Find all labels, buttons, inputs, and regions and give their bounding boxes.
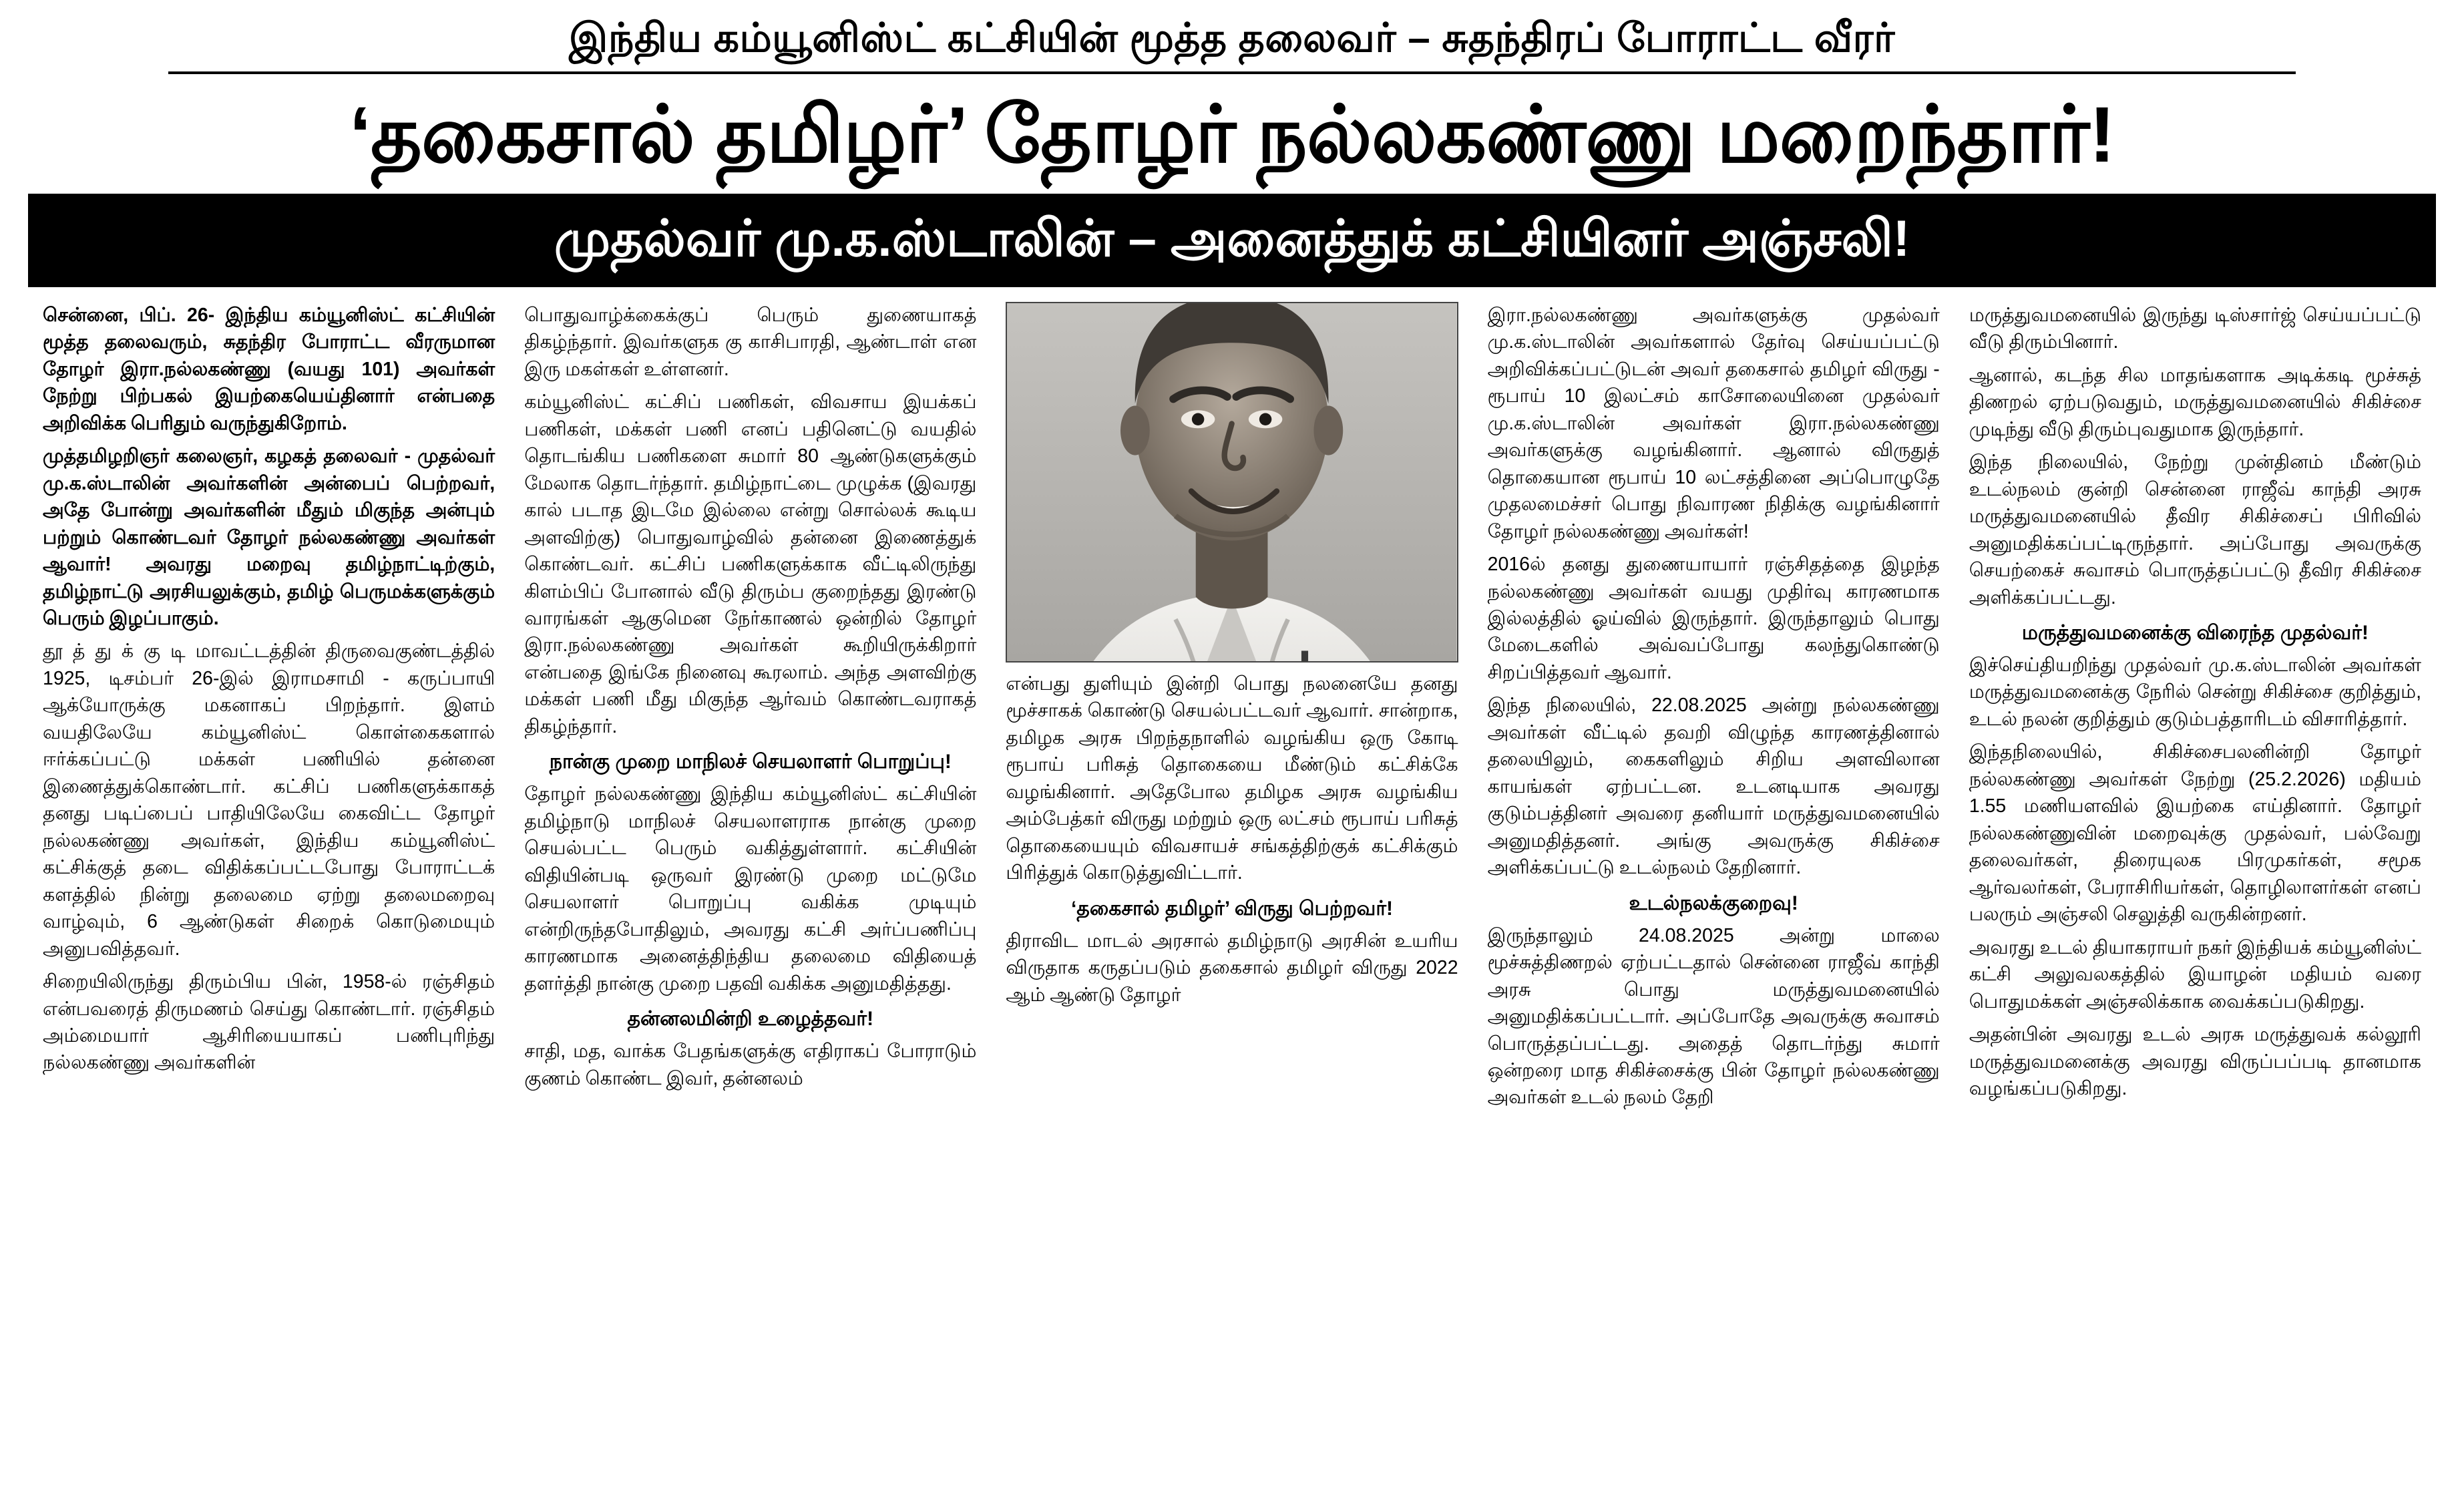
dateline-paragraph: சென்னை, பிப். 26- இந்திய கம்யூனிஸ்ட் கட்சியின் மூத்த தலைவரும், சுதந்திர போராட்ட வீரருமான தோழர் இரா.நல்லகண்ணு (வயது 101) அவர்கள் நேற்று பிற்பகல் இயற்கையெய்தினார் என்பதை அறிவிக்க பெரிதும் வருந்துகிறோம். xyxy=(43,304,495,434)
column-1 xyxy=(28,302,509,1083)
body-paragraph: கம்யூனிஸ்ட் கட்சிப் பணிகள், விவசாய இயக்கப் பணிகள், மக்கள் பணி எனப் பதினெட்டு வயதில் தொடங்கிய பணிகளை சுமார் 80 ஆண்டுகளுக்கும் மேலாக தொடர்ந்தார். தமிழ்நாட்டை முழுக்க (இவரது கால் படாத இடமே இல்லை என்று சொல்லக் கூடிய அளவிற்கு) பொதுவாழ்வில் தன்னை இணைத்துக் கொண்டவர். கட்சிப் பணிகளுக்காக வீட்டிலிருந்து கிளம்பிப் போனால் வீடு திரும்ப குறைந்தது இரண்டு வாரங்கள் ஆகுமென நேர்காணல் ஒன்றில் தோழர் இரா.நல்லகண்ணு அவர்கள் கூறியிருக்கிறார் என்பதை இங்கே நினைவு கூரலாம். அந்த அளவிற்கு மக்கள் பணி மீது மிகுந்த ஆர்வம் கொண்டவராகத் திகழ்ந்தார். xyxy=(524,391,977,737)
page-headline: ‘தகைசால் தமிழர்’ தோழர் நல்லகண்ணு மறைந்தார்! xyxy=(349,91,2115,179)
body-paragraph: சாதி, மத, வாக்க பேதங்களுக்கு எதிராகப் போராடும் குணம் கொண்ட இவர், தன்னலம் xyxy=(524,1041,977,1089)
body-paragraph: திராவிட மாடல் அரசால் தமிழ்நாடு அரசின் உயரிய விருதாக கருதப்படும் தகைசால் தமிழர் விருது 2022 ஆம் ஆண்டு தோழர் xyxy=(1006,930,1458,1006)
body-paragraph: அவரது உடல் தியாகராயர் நகர் இந்தியக் கம்யூனிஸ்ட் கட்சி அலுவலகத்தில் இயாழன் மதியம் வரை பொதுமக்கள் அஞ்சலிக்காக வைக்கப்படுகிறது. xyxy=(1969,936,2422,1012)
portrait-illustration xyxy=(1007,303,1456,661)
lead-paragraph: முத்தமிழறிஞர் கலைஞர், கழகத் தலைவர் - முதல்வர் மு.க.ஸ்டாலின் அவர்களின் அன்பைப் பெற்றவர், அதே போன்று அவர்களின் மீதும் மிகுந்த அன்பும் பற்றும் கொண்டவர் தோழர் நல்லகண்ணு அவர்கள் ஆவார்! அவரது மறைவு தமிழ்நாட்டிற்கும், தமிழ்நாட்டு அரசியலுக்கும், தமிழ் பெருமக்களுக்கும் பெரும் இழப்பாகும். xyxy=(43,445,495,629)
column-2 xyxy=(509,302,991,1098)
body-paragraph: பொதுவாழ்க்கைக்குப் பெரும் துணையாகத் திகழ்ந்தார். இவர்களுக கு காசிபாரதி, ஆண்டாள் என இரு மகள்கள் உள்ளனர். xyxy=(524,304,977,380)
body-paragraph: 2016ல் தனது துணையாயார் ரஞ்சிதத்தை இழந்த நல்லகண்ணு அவர்கள் வயது முதிர்வு காரணமாக இல்லத்தில் ஓய்வில் இருந்தார். இருந்தாலும் பொது மேடைகளில் அவ்வப்போது கலந்துகொண்டு சிறப்பித்தவர் ஆவார். xyxy=(1487,554,1940,683)
body-paragraph: என்பது துளியும் இன்றி பொது நலனையே தனது மூச்சாகக் கொண்டு செயல்பட்டவர் ஆவார். சான்றாக, தமிழக அரசு பிறந்தநாளில் வழங்கிய ஒரு கோடி ரூபாய் பரிசுத் தொகையை மீண்டும் கட்சிக்கே வழங்கினார். அதேபோல தமிழக அரசு வழங்கிய அம்பேத்கர் விருது மற்றும் ஒரு லட்சம் ரூபாய் பரிசுத் தொகையையும் விவசாயச் சங்கத்திற்குக் கட்சிக்கும் பிரித்துக் கொடுத்துவிட்டார். xyxy=(1006,673,1458,884)
body-paragraph: தோழர் நல்லகண்ணு இந்திய கம்யூனிஸ்ட் கட்சியின் தமிழ்நாடு மாநிலச் செயலாளராக நான்கு முறை செயல்பட்ட பெரும் வகித்துள்ளார். கட்சியின் விதியின்படி ஒருவர் இரண்டு முறை மட்டுமே செயலாளர் பொறுப்பு வகிக்க முடியும் என்றிருந்தபோதிலும், அவரது கட்சி அர்ப்பணிப்பு காரணமாக அனைத்திந்திய தலைமை விதியைத் தளர்த்தி நான்கு முறை பதவி வகிக்க அனுமதித்தது. xyxy=(524,783,977,994)
section-subhead: நான்கு முறை மாநிலச் செயலாளர் பொறுப்பு! xyxy=(549,751,952,773)
section-subhead: தன்னலமின்றி உழைத்தவர்! xyxy=(627,1008,874,1030)
kicker-line: இந்திய கம்யூனிஸ்ட் கட்சியின் மூத்த தலைவர் – சுதந்திரப் போராட்ட வீரர் xyxy=(168,12,2296,74)
article-columns xyxy=(28,302,2436,1289)
portrait-photo xyxy=(1006,302,1458,663)
section-subhead: மருத்துவமனைக்கு விரைந்த முதல்வர்! xyxy=(2021,621,2369,644)
body-paragraph: ஆனால், கடந்த சில மாதங்களாக அடிக்கடி மூச்சுத் திணறல் ஏற்படுவதும், மருத்துவமனையில் சிகிச்சை முடிந்து வீடு திரும்புவதுமாக இருந்தார். xyxy=(1969,364,2422,440)
column-3 xyxy=(991,302,1472,1014)
body-paragraph: இச்செய்தியறிந்து முதல்வர் மு.க.ஸ்டாலின் அவர்கள் மருத்துவமனைக்கு நேரில் சென்று சிகிச்சை குறித்தும், உடல் நலன் குறித்தும் குடும்பத்தாரிடம் விசாரித்தார். xyxy=(1969,654,2422,730)
section-subhead: உடல்நலக்குறைவு! xyxy=(1629,892,1798,914)
column-4 xyxy=(1473,302,1955,1117)
body-paragraph: அதன்பின் அவரது உடல் அரசு மருத்துவக் கல்லூரி மருத்துவமனைக்கு அவரது விருப்பப்படி தானமாக வழங்கப்படுகிறது. xyxy=(1969,1024,2422,1100)
body-paragraph: இரா.நல்லகண்ணு அவர்களுக்கு முதல்வர் மு.க.ஸ்டாலின் அவர்களால் தேர்வு செய்யப்பட்டு அறிவிக்கப்பட்டுடன் அவர் தகைசால் தமிழர் விருது - ரூபாய் 10 இலட்சம் காசோலையினை முதல்வர் மு.க.ஸ்டாலின் அவர்கள் இரா.நல்லகண்ணு அவர்களுக்கு வழங்கினார். ஆனால் விருதுத் தொகையான ரூபாய் 10 லட்சத்தினை அப்பொழுதே முதலமைச்சர் பொது நிவாரண நிதிக்கு வழங்கினார் தோழர் நல்லகண்ணு அவர்கள்! xyxy=(1487,304,1940,542)
column-5 xyxy=(1955,302,2436,1109)
body-paragraph: மருத்துவமனையில் இருந்து டிஸ்சார்ஜ் செய்யப்பட்டு வீடு திரும்பினார். xyxy=(1969,304,2422,353)
body-paragraph: இந்த நிலையில், நேற்று முன்தினம் மீண்டும் உடல்நலம் குன்றி சென்னை ராஜீவ் காந்தி அரசு மருத்துவமனையில் தீவிர சிகிச்சைப் பிரிவில் அனுமதிக்கப்பட்டிருந்தார். அப்போது அவருக்கு செயற்கைச் சுவாசம் பொருத்தப்பட்டு தீவிர சிகிச்சை அளிக்கப்பட்டது. xyxy=(1969,451,2422,608)
body-paragraph: சிறையிலிருந்து திரும்பிய பின், 1958-ல் ரஞ்சிதம் என்பவரைத் திருமணம் செய்து கொண்டார். ரஞ்சிதம் அம்மையார் ஆசிரியையாகப் பணிபுரிந்து நல்லகண்ணு அவர்களின் xyxy=(43,971,495,1074)
body-paragraph: தூ த் து க் கு டி மாவட்டத்தின் திருவைகுண்டத்தில் 1925, டிசம்பர் 26-இல் இராமசாமி - கருப்பாயி ஆக்யோருக்கு மகனாகப் பிறந்தார். இளம் வயதிலேயே கம்யூனிஸ்ட் கொள்கைகளால் ஈர்க்கப்பட்டு மக்கள் பணியில் தன்னை இணைத்துக்கொண்டார். கட்சிப் பணிகளுக்காகத் தனது படிப்பைப் பாதியிலேயே கைவிட்ட தோழர் நல்லகண்ணு அவர்கள், இந்திய கம்யூனிஸ்ட் கட்சிக்குத் தடை விதிக்கப்பட்டபோது போராட்டக் களத்தில் நின்று தலைமை ஏற்று தலைமறைவு வாழ்வும், 6 ஆண்டுகள் சிறைக் கொடுமையும் அனுபவித்தவர். xyxy=(43,640,495,960)
body-paragraph: இந்தநிலையில், சிகிச்சைபலனின்றி தோழர் நல்லகண்ணு அவர்கள் நேற்று (25.2.2026) மதியம் 1.55 மணியளவில் இயற்கை எய்தினார். தோழர் நல்லகண்ணுவின் மறைவுக்கு முதல்வர், பல்வேறு தலைவர்கள், திரையுலக பிரமுகர்கள், சமூக ஆர்வலர்கள், பேராசிரியர்கள், தொழிலாளர்கள் எனப் பலரும் அஞ்சலி செலுத்தி வருகின்றனர். xyxy=(1969,741,2422,926)
section-subhead: ‘தகைசால் தமிழர்’ விருது பெற்றவர்! xyxy=(1070,897,1394,920)
subheadline-bar: முதல்வர் மு.க.ஸ்டாலின் – அனைத்துக் கட்சியினர் அஞ்சலி! xyxy=(28,194,2436,287)
body-paragraph: இந்த நிலையில், 22.08.2025 அன்று நல்லகண்ணு அவர்கள் வீட்டில் தவறி விழுந்த காரணத்தினால் தலையிலும், கைகளிலும் சிறிய அளவிலான காயங்கள் ஏற்பட்டன. உடனடியாக அவரது குடும்பத்தினர் அவரை தனியார் மருத்துவமனையில் அனுமதித்தனர். அங்கு அவருக்கு சிகிச்சை அளிக்கப்பட்டு உடல்நலம் தேறினார். xyxy=(1487,695,1940,879)
body-paragraph: இருந்தாலும் 24.08.2025 அன்று மாலை மூச்சுத்திணறல் ஏற்பட்டதால் சென்னை ராஜீவ் காந்தி அரசு பொது மருத்துவமனையில் அனுமதிக்கப்பட்டார். அப்போதே அவருக்கு சுவாசம் பொருத்தப்பட்டது. அதைத் தொடர்ந்து சுமார் ஒன்றரை மாத சிகிச்சைக்கு பின் தோழர் நல்லகண்ணு அவர்கள் உடல் நலம் தேறி xyxy=(1487,924,1940,1109)
